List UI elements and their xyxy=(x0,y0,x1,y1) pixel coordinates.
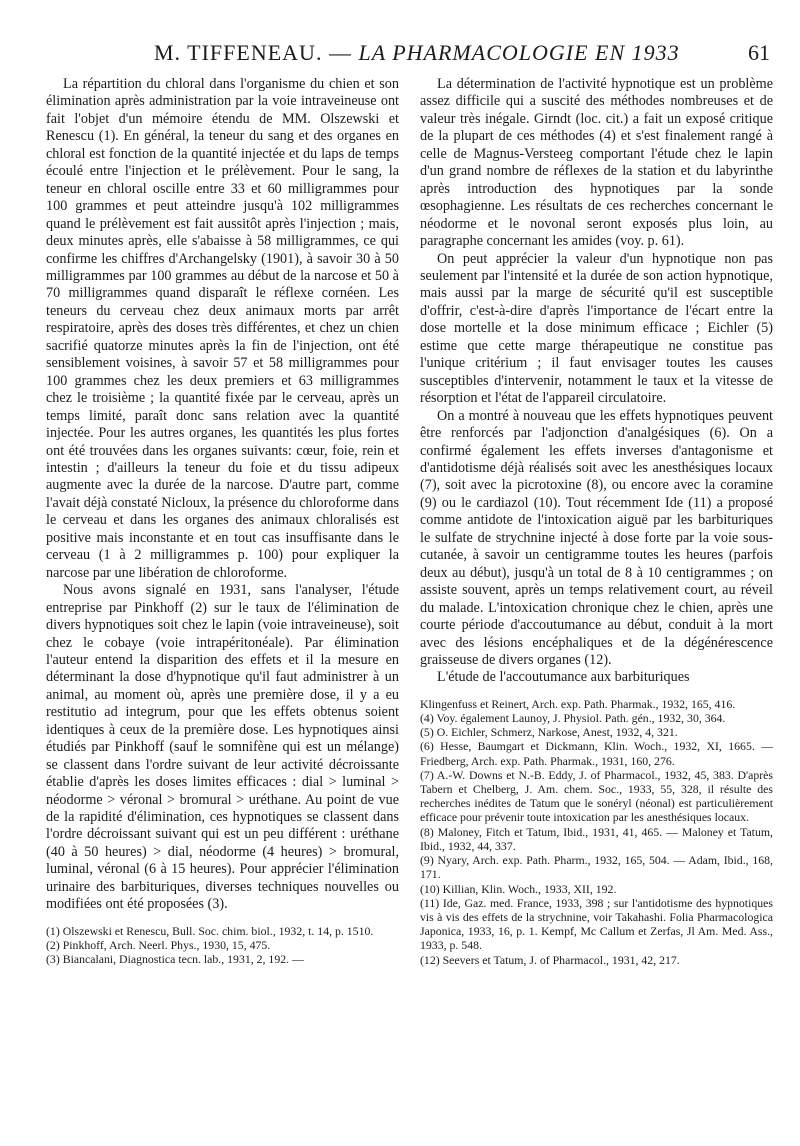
page-number: 61 xyxy=(748,40,770,65)
footnote-4: (4) Voy. également Launoy, J. Physiol. Path. gén., 1932, 30, 364. xyxy=(420,711,726,726)
paragraph-chloral-distribution: La répartition du chloral dans l'organisme du chien et son élimination après administration par la voie intraveineuse ont fait l'objet d'un mémoire étendu de MM. Olszewski et Renescu (1). En général, la teneur du sang et des organes en chloral est fonction de la quantité injectée et du laps de temps écoulé entre l'injection et le prélèvement. Pour le sang, la teneur en chloral oscille entre 33 et 60 milligrammes pour 100 grammes et peut atteindre jusqu'à 102 milligrammes quand le prélèvement est fait aussitôt après l'injection ; mais, deux minutes après, elle s'abaisse à 58 milligrammes, ce qui confirme les chiffres d'Archangelsky (1901), à savoir 30 à 50 milligrammes par 100 grammes au début de la narcose et 50 à 70 milligrammes quand disparaît le réflexe cornéen. Les teneurs du cerveau chez deux animaux morts par arrêt respiratoire, après des doses très différentes, et chez un chien sacrifié quatorze minutes après la fin de l'injection, ont été sensiblement voisines, à savoir 57 et 58 milligrammes pour 100 grammes chez les deux premiers et 63 milligrammes chez le troisième ; la quantité fixée par le cerveau, après un temps limité, paraît donc sans relation avec la quantité injectée. Pour les autres organes, les quantités les plus fortes ont été trouvées dans les organes suivants: cœur, foie, rein et intestin ; d'ailleurs la teneur du foie et du tissu adipeux augmente avec la durée de la narcose. D'autre part, comme l'avait déjà constaté Nicloux, la présence du chloroforme dans le cerveau et dans les organes des animaux chloralisés est positive mais inconstante et en tout cas insuffisante dans le cerveau (1 à 2 milligrammes p. 100) pour expliquer la narcose par une libération de chloroforme. xyxy=(46,76,399,581)
footnote-8: (8) Maloney, Fitch et Tatum, Ibid., 1931, 41, 465. — Maloney et Tatum, Ibid., 1932, 44, 337. xyxy=(420,824,773,853)
left-footnotes xyxy=(46,924,399,967)
title-subject: LA PHARMACOLOGIE EN 1933 xyxy=(358,40,680,65)
paragraph-antidotes: On a montré à nouveau que les effets hypnotiques peuvent être renforcés par l'adjonction d'analgésiques (6). On a confirmé également les effets inverses d'antagonisme et d'antidotisme déjà réalisés soit avec les anesthésiques locaux (7), soit avec la picrotoxine (8), ou encore avec la coramine (9) ou le cardiazol (10). Tout récemment Ide (11) a proposé comme antidote de l'intoxication aiguë par les barbituriques le sulfate de strychnine injecté à dose forte par la voie sous-cutanée, à savoir un centigramme toutes les heures (parfois deux au début), jusqu'à un total de 8 à 10 centigrammes ; on assiste souvent, après un temps relativement court, au réveil du malade. L'intoxication chronique chez le chien, après une courte période d'accoutumance au début, conduit à la mort avec des lésions encéphaliques et de la dégénérescence graisseuse de divers organes (12). xyxy=(420,407,773,668)
footnote-3: (3) Biancalani, Diagnostica tecn. lab., 1931, 2, 192. — xyxy=(46,952,304,967)
right-footnotes xyxy=(420,697,773,967)
paragraph-hypnotic-activity: La détermination de l'activité hypnotique est un problème assez difficile qui a suscité des méthodes nombreuses et de valeur très inégale. Girndt (loc. cit.) a fait un exposé critique de la plupart de ces méthodes (4) et s'est finalement rangé à celle de Magnus-Versteeg comportant l'étude chez le lapin d'un grand nombre de réflexes de la station et du labyrinthe après introduction des hypnotiques par la sonde œsophagienne. Les résultats de ces recherches concernant le néodorme et le novonal seront exposés plus loin, au paragraphe concernant les amides (voy. p. 61). xyxy=(420,76,773,250)
footnote-11: (11) Ide, Gaz. med. France, 1933, 398 ; sur l'antidotisme des hypnotiques vis à vis des effets de la strychnine, voir Takahashi. Folia Pharmacologica Japonica, 1933, 16, p. 1. Kempf, Mc Callum et Zerfas, Jl Am. Med. Ass., 1933, p. 548. xyxy=(420,895,773,953)
footnote-2: (2) Pinkhoff, Arch. Neerl. Phys., 1930, 15, 475. xyxy=(46,937,271,952)
running-title xyxy=(154,40,680,66)
footnote-1: (1) Olszewski et Renescu, Bull. Soc. chim. biol., 1932, t. 14, p. 1510. xyxy=(46,923,374,938)
footnote-6: (6) Hesse, Baumgart et Dickmann, Klin. Woch., 1932, XI, 1665. — Friedberg, Arch. exp. Path. Pharmak., 1931, 160, 276. xyxy=(420,739,773,768)
footnote-12: (12) Seevers et Tatum, J. of Pharmacol., 1931, 42, 217. xyxy=(420,952,680,967)
paragraph-accoutumance: L'étude de l'accoutumance aux barbituriques xyxy=(437,669,690,686)
title-author: M. TIFFENEAU. — xyxy=(154,40,359,65)
footnote-3-continued: Klingenfuss et Reinert, Arch. exp. Path. Pharmak., 1932, 165, 416. xyxy=(420,696,736,711)
right-column xyxy=(420,76,773,967)
footnote-9: (9) Nyary, Arch. exp. Path. Pharm., 1932, 165, 504. — Adam, Ibid., 168, 171. xyxy=(420,853,773,882)
paragraph-pinkhoff-elimination: Nous avons signalé en 1931, sans l'analyser, l'étude entreprise par Pinkhoff (2) sur le taux de l'élimination de divers hypnotiques soit chez le lapin (voie intraveineuse), soit chez le cobaye (voie intrapéritonéale). Par élimination l'auteur entend la disparition des effets et il la mesure en déterminant la dose d'hypnotique qu'il faut administrer à un animal, au moment où, après une première dose, il y a eu restitutio ad integrum, pour que les effets obtenus soient identiques à ceux de la première dose. Les hypnotiques ainsi étudiés par Pinkhoff (sauf le somnifène qui est un mélange) se classent dans l'ordre suivant de leur activité décroissante établie d'après les doses limites efficaces : dial > luminal > néodorme > véronal > bromural > uréthane. Au point de vue de la rapidité d'élimination, ces hypnotiques se classent dans l'ordre décroissant suivant qui est un peu différent : uréthane (40 à 50 heures) > dial, néodorme (4 heures) > bromural, luminal, véronal (6 à 15 heures). Pour apprécier l'élimination urinaire des barbituriques, diverses techniques nouvelles ou modifiées ont été proposées (3). xyxy=(46,582,399,913)
footnote-10: (10) Killian, Klin. Woch., 1933, XII, 192. xyxy=(420,881,617,896)
paragraph-safety-margin: On peut apprécier la valeur d'un hypnotique non pas seulement par l'intensité et la durée de son action hypnotique, mais aussi par la marge de sécurité qu'il est susceptible d'offrir, c'est-à-dire d'après l'importance de l'écart entre la dose mortelle et la dose minimum efficace ; Eichler (5) estime que cette marge thérapeutique ne constitue pas l'unique critérium ; il faut envisager toutes les causes susceptibles d'intervenir, notamment le taux et la vitesse de résorption et l'état de l'appareil circulatoire. xyxy=(420,250,773,407)
footnote-7: (7) A.-W. Downs et N.-B. Eddy, J. of Pharmacol., 1932, 45, 383. D'après Tabern et Chelberg, J. Am. chem. Soc., 1933, 55, 328, il résulte des recherches inédites de Tatum que le sonéryl (néonal) est particulièrement efficace pour prévenir toute intoxication par les anesthésiques locaux. xyxy=(420,767,773,825)
left-column xyxy=(46,76,399,966)
running-header xyxy=(44,40,770,70)
footnote-5: (5) O. Eichler, Schmerz, Narkose, Anest, 1932, 4, 321. xyxy=(420,725,678,740)
